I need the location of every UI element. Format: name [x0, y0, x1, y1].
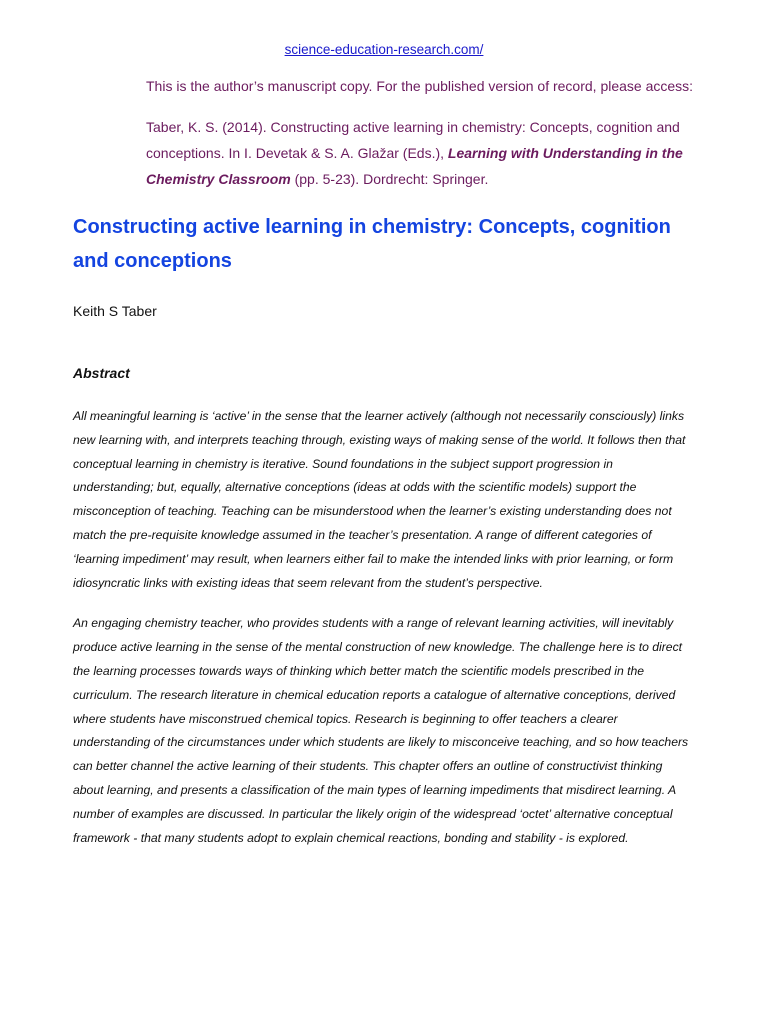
article-title: Constructing active learning in chemistry: Concepts, cognition and conceptions: [73, 216, 671, 272]
author-name: Keith S Taber: [73, 303, 157, 319]
citation-book-title: Learning with Understanding in the Chemistry Classroom: [146, 145, 683, 187]
abstract-body: [73, 405, 695, 867]
abstract-heading: Abstract: [73, 365, 130, 381]
abstract-paragraph: An engaging chemistry teacher, who provides students with a range of relevant learning activities, will inevitably produce active learning in the sense of the mental construction of new knowledge. The challenge here is to direct the learning processes towards ways of thinking which better match the scientific models prescribed in the curriculum. The research literature in chemical education reports a catalogue of alternative conceptions, derived where students have misconstrued chemical topics. Research is beginning to offer teachers a clearer understanding of the circumstances under which students are likely to misconceive teaching, and so how teachers can better channel the active learning of their students. This chapter offers an outline of constructivist thinking about learning, and presents a classification of the main types of learning impediments that misdirect learning. A number of examples are discussed. In particular the likely origin of the widespread ‘octet’ alternative conceptual framework - that many students adopt to explain chemical reactions, bonding and stability - is explored.: [73, 616, 689, 845]
site-link[interactable]: science-education-research.com/: [284, 42, 484, 57]
abstract-paragraph: All meaningful learning is ‘active’ in the sense that the learner actively (although not necessarily consciously) links new learning with, and interprets teaching through, existing ways of making sense of the world. It follows then that conceptual learning in chemistry is iterative. Sound foundations in the subject support progression in understanding; but, equally, alternative conceptions (ideas at odds with the scientific models) support the misconception of teaching. Teaching can be misunderstood when the learner’s existing understanding does not match the pre-requisite knowledge assumed in the teacher’s presentation. A range of different categories of ‘learning impediment’ may result, when learners either fail to make the intended links with prior learning, or form idiosyncratic links with existing ideas that seem relevant from the student’s perspective.: [73, 409, 686, 590]
citation-suffix: (pp. 5-23). Dordrecht: Springer.: [290, 171, 489, 187]
manuscript-note: This is the author’s manuscript copy. For the published version of record, please access:: [146, 78, 694, 94]
citation: [146, 114, 706, 192]
publication-notice: [146, 76, 706, 192]
citation-prefix: Taber, K. S. (2014). Constructing active learning in chemistry: Concepts, cognition and conceptions. In I. Devetak & S. A. Glažar (Eds.),: [146, 119, 680, 161]
